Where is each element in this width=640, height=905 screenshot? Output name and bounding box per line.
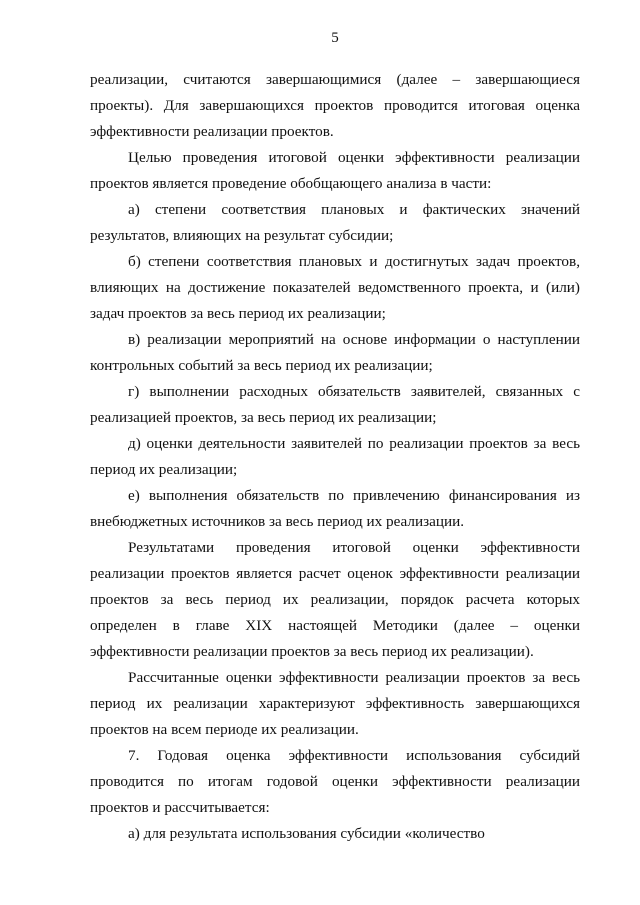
paragraph-1: реализации, считаются завершающимися (далее – завершающиеся проекты). Для завершающихся проектов проводится итоговая оценка эффективности реализации проектов. [90, 71, 580, 140]
paragraph-8: е) выполнения обязательств по привлечению финансирования из внебюджетных источников за весь период их реализации. [90, 487, 580, 530]
paragraph-6: г) выполнении расходных обязательств заявителей, связанных с реализацией проектов, за весь период их реализации; [90, 383, 580, 426]
paragraph-7: д) оценки деятельности заявителей по реализации проектов за весь период их реализации; [90, 435, 580, 478]
paragraph-10: Рассчитанные оценки эффективности реализации проектов за весь период их реализации характеризуют эффективность завершающихся проектов на всем периоде их реализации. [90, 669, 580, 738]
paragraph-11: 7. Годовая оценка эффективности использования субсидий проводится по итогам годовой оценки эффективности реализации проектов и рассчитывается: [90, 747, 580, 816]
paragraph-12: а) для результата использования субсидии «количество [128, 825, 485, 842]
paragraph-4: б) степени соответствия плановых и достигнутых задач проектов, влияющих на достижение показателей ведомственного проекта, и (или) задач проектов за весь период их реализации; [90, 253, 580, 322]
page-number: 5 [331, 30, 339, 46]
paragraph-9: Результатами проведения итоговой оценки эффективности реализации проектов является расчет оценок эффективности реализации проектов за весь период их реализации, порядок расчета которых определен в главе XIX настоящей Методики (далее – оценки эффективности реализации проектов за весь период их реализации). [90, 539, 580, 660]
paragraph-2: Целью проведения итоговой оценки эффективности реализации проектов является проведение обобщающего анализа в части: [90, 149, 580, 192]
paragraph-3: а) степени соответствия плановых и фактических значений результатов, влияющих на результат субсидии; [90, 201, 580, 244]
paragraph-5: в) реализации мероприятий на основе информации о наступлении контрольных событий за весь период их реализации; [90, 331, 580, 374]
